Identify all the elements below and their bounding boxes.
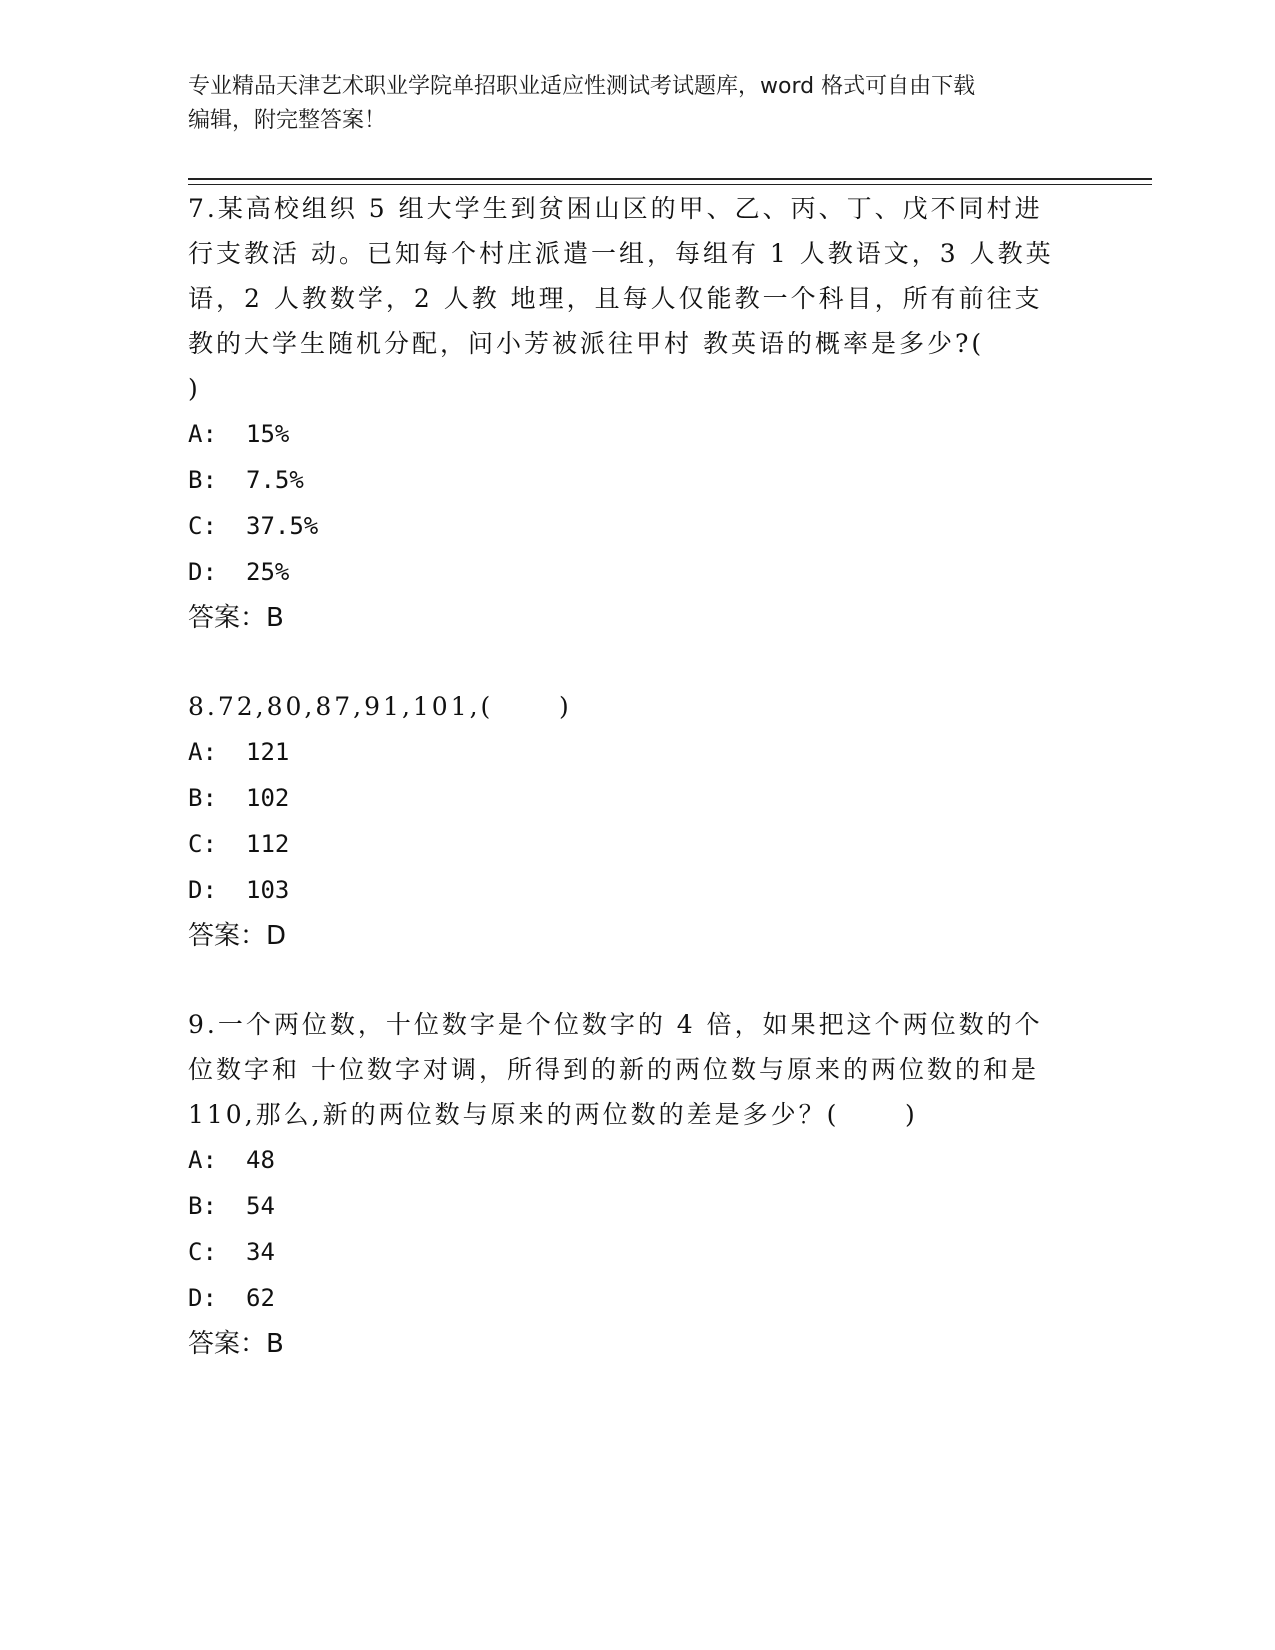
option-letter: C:	[188, 512, 217, 540]
question-line: )	[188, 374, 201, 403]
option-letter: A:	[188, 738, 217, 766]
option-text: 15%	[246, 420, 290, 448]
question-line: 行支教活 动。已知每个村庄派遣一组，每组有 1 人教语文，3 人教英	[188, 239, 1054, 268]
question-line: 7.某高校组织 5 组大学生到贫困山区的甲、乙、丙、丁、戊不同村进	[188, 194, 1043, 223]
option-c	[188, 821, 1088, 867]
option-text: 102	[246, 784, 290, 812]
option-letter: A:	[188, 1146, 217, 1174]
question-stem	[188, 186, 1088, 411]
question-9	[188, 1002, 1088, 1367]
option-text: 103	[246, 876, 290, 904]
option-letter: C:	[188, 830, 217, 858]
option-text: 62	[246, 1284, 275, 1312]
option-a	[188, 729, 1088, 775]
header-line-1: 专业精品天津艺术职业学院单招职业适应性测试考试题库，word 格式可自由下载	[188, 74, 976, 99]
option-text: 7.5%	[246, 466, 304, 494]
option-a	[188, 411, 1088, 457]
question-line: 位数字和 十位数字对调，所得到的新的两位数与原来的两位数的和是	[188, 1055, 1039, 1084]
option-text: 54	[246, 1192, 275, 1220]
option-b	[188, 1183, 1088, 1229]
answer-label: 答案：D	[188, 921, 287, 951]
option-text: 34	[246, 1238, 275, 1266]
header-divider-thick	[188, 178, 1152, 180]
option-c	[188, 1229, 1088, 1275]
option-d	[188, 1275, 1088, 1321]
option-letter: A:	[188, 420, 217, 448]
header-divider-thin	[188, 184, 1152, 185]
answer-label: 答案：B	[188, 1329, 284, 1359]
option-b	[188, 775, 1088, 821]
question-stem	[188, 1002, 1088, 1137]
option-letter: B:	[188, 466, 217, 494]
option-d	[188, 549, 1088, 595]
question-stem	[188, 684, 1088, 729]
option-letter: D:	[188, 1284, 217, 1312]
option-letter: D:	[188, 558, 217, 586]
option-text: 48	[246, 1146, 275, 1174]
option-letter: D:	[188, 876, 217, 904]
option-text: 121	[246, 738, 290, 766]
option-letter: B:	[188, 1192, 217, 1220]
option-a	[188, 1137, 1088, 1183]
option-text: 25%	[246, 558, 290, 586]
question-line: 语，2 人教数学，2 人教 地理，且每人仅能教一个科目，所有前往支	[188, 284, 1043, 313]
question-line: 8.72,80,87,91,101,( )	[188, 692, 572, 721]
question-8	[188, 684, 1088, 959]
option-text: 37.5%	[246, 512, 319, 540]
question-line: 110,那么,新的两位数与原来的两位数的差是多少？( )	[188, 1100, 918, 1129]
header-line-2: 编辑，附完整答案！	[188, 108, 387, 133]
document-header	[188, 70, 1088, 138]
answer-label: 答案：B	[188, 603, 284, 633]
option-letter: C:	[188, 1238, 217, 1266]
option-d	[188, 867, 1088, 913]
question-7	[188, 186, 1088, 641]
option-c	[188, 503, 1088, 549]
question-line: 教的大学生随机分配，问小芳被派往甲村 教英语的概率是多少?(	[188, 329, 985, 358]
option-text: 112	[246, 830, 290, 858]
option-b	[188, 457, 1088, 503]
option-letter: B:	[188, 784, 217, 812]
question-line: 9.一个两位数，十位数字是个位数字的 4 倍，如果把这个两位数的个	[188, 1010, 1043, 1039]
